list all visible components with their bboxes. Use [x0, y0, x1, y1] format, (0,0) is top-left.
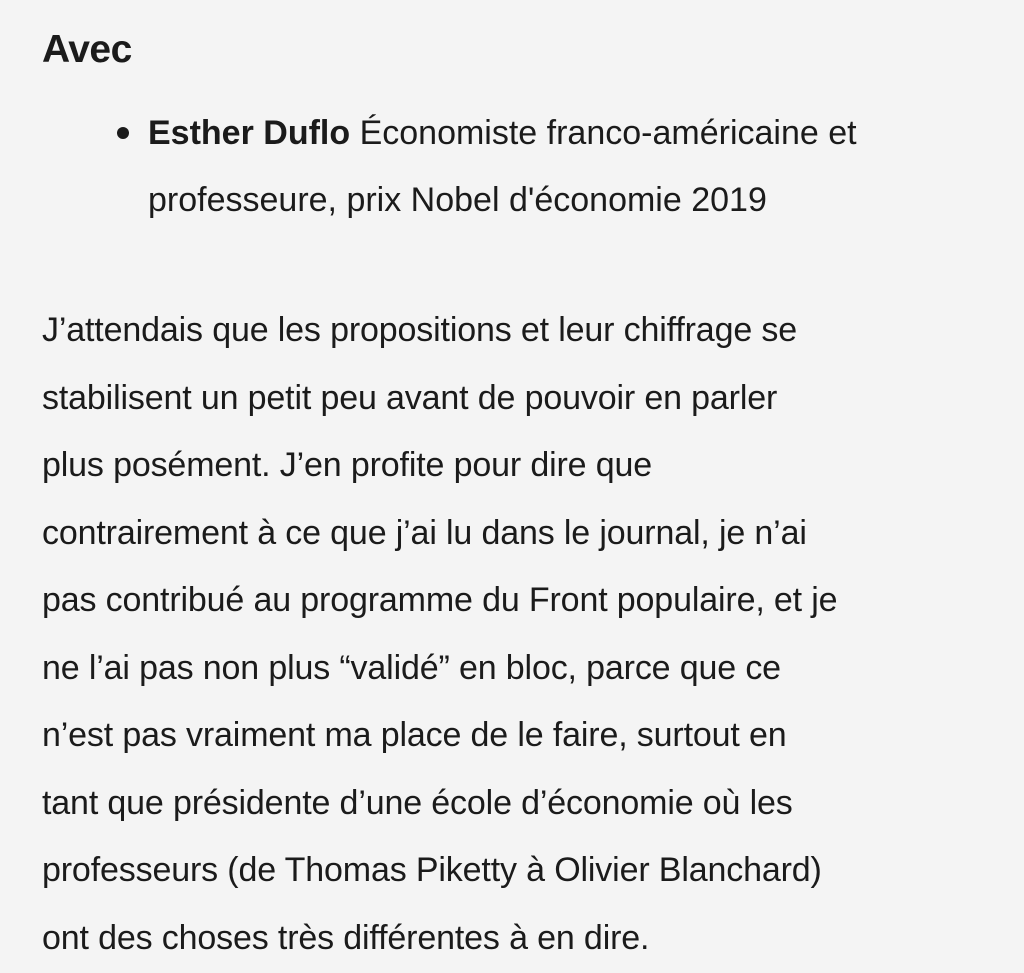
paragraph-line: ne l’ai pas non plus “validé” en bloc, parce que ce [42, 648, 781, 687]
list-item [0, 100, 1024, 234]
paragraph-line: J’attendais que les propositions et leur chiffrage se [42, 311, 797, 349]
paragraph-line: contrairement à ce que j’ai lu dans le journal, je n’ai [42, 513, 807, 552]
paragraph-line: pas contribué au programme du Front populaire, et je [42, 581, 838, 619]
guest-description-line-1: Économiste franco-américaine et [359, 114, 857, 152]
bullet-icon [117, 127, 129, 139]
paragraph-line: stabilisent un petit peu avant de pouvoir en parler [42, 378, 778, 417]
paragraph-line: n’est pas vraiment ma place de le faire, surtout en [42, 716, 787, 754]
paragraph-line: ont des choses très différentes à en dire. [42, 918, 650, 957]
guest-list [0, 100, 1024, 234]
paragraph-line: professeurs (de Thomas Piketty à Olivier Blanchard) [42, 851, 822, 889]
guest-description-line-2: professeure, prix Nobel d'économie 2019 [148, 181, 767, 219]
article-paragraph [42, 297, 982, 972]
guest-name: Esther Duflo [148, 114, 351, 152]
paragraph-line: tant que présidente d’une école d’économie où les [42, 783, 793, 822]
section-heading: Avec [42, 28, 132, 71]
paragraph-line: plus posément. J’en profite pour dire que [42, 446, 653, 484]
